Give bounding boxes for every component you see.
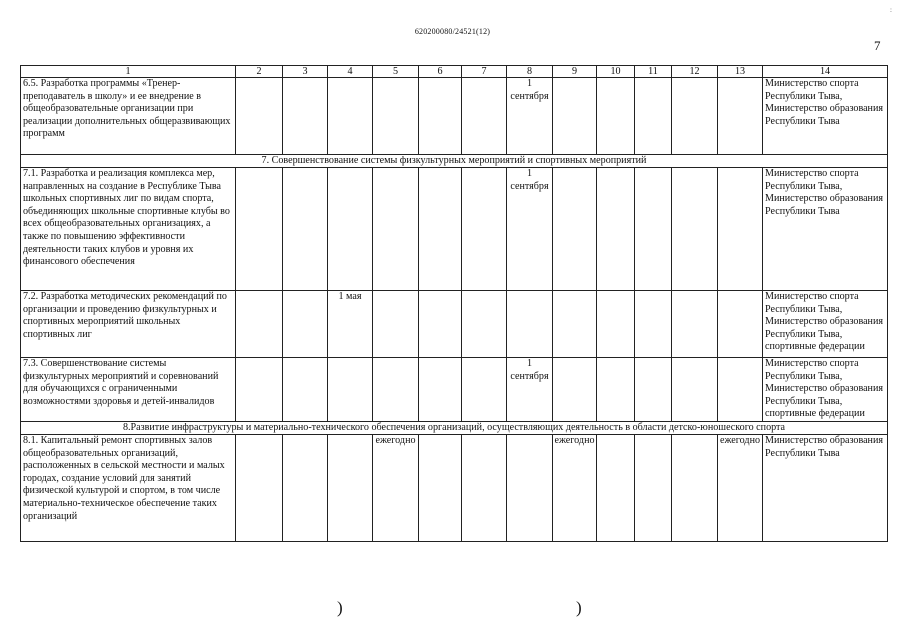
deadline-cell-col-11 bbox=[635, 358, 672, 422]
measure-description: 7.2. Разработка методических рекомендаций по организации и проведению физкультурных и спортивных мероприятий школьных спортивных лиг bbox=[21, 291, 236, 358]
plan-table-body bbox=[21, 78, 888, 542]
deadline-cell-col-6 bbox=[419, 291, 462, 358]
document-id: 620200080/24521(12) bbox=[414, 27, 491, 36]
responsible-executors: Министерство спорта Республики Тыва, Министерство образования Республики Тыва bbox=[763, 168, 888, 291]
plan-table bbox=[20, 65, 888, 542]
deadline-cell-col-5 bbox=[373, 168, 419, 291]
column-number-9: 9 bbox=[553, 66, 597, 78]
deadline-cell-col-13: ежегодно bbox=[718, 435, 763, 542]
deadline-cell-col-9 bbox=[553, 78, 597, 155]
deadline-cell-col-6 bbox=[419, 358, 462, 422]
deadline-cell-col-10 bbox=[597, 435, 635, 542]
column-number-14: 14 bbox=[763, 66, 888, 78]
deadline-cell-col-6 bbox=[419, 78, 462, 155]
deadline-cell-col-2 bbox=[236, 435, 283, 542]
deadline-cell-col-8 bbox=[507, 291, 553, 358]
scan-corner-mark: : bbox=[890, 6, 892, 14]
deadline-cell-col-5 bbox=[373, 291, 419, 358]
deadline-cell-col-7 bbox=[462, 78, 507, 155]
column-number-5: 5 bbox=[373, 66, 419, 78]
column-number-12: 12 bbox=[672, 66, 718, 78]
deadline-cell-col-4 bbox=[328, 358, 373, 422]
column-number-3: 3 bbox=[283, 66, 328, 78]
column-number-4: 4 bbox=[328, 66, 373, 78]
deadline-cell-col-8: 1 сентября bbox=[507, 78, 553, 155]
deadline-cell-col-3 bbox=[283, 291, 328, 358]
section-header-row bbox=[21, 422, 888, 435]
deadline-cell-col-12 bbox=[672, 78, 718, 155]
deadline-cell-col-10 bbox=[597, 358, 635, 422]
deadline-cell-col-11 bbox=[635, 435, 672, 542]
deadline-cell-col-6 bbox=[419, 168, 462, 291]
column-number-10: 10 bbox=[597, 66, 635, 78]
deadline-cell-col-2 bbox=[236, 168, 283, 291]
deadline-cell-col-13 bbox=[718, 291, 763, 358]
deadline-cell-col-3 bbox=[283, 78, 328, 155]
section-title: 7. Совершенствование системы физкультурных мероприятий и спортивных мероприятий bbox=[21, 155, 888, 168]
deadline-cell-col-11 bbox=[635, 78, 672, 155]
table-row bbox=[21, 435, 888, 542]
deadline-cell-col-8: 1 сентября bbox=[507, 358, 553, 422]
column-number-11: 11 bbox=[635, 66, 672, 78]
deadline-cell-col-12 bbox=[672, 358, 718, 422]
deadline-cell-col-3 bbox=[283, 358, 328, 422]
column-number-6: 6 bbox=[419, 66, 462, 78]
responsible-executors: Министерство спорта Республики Тыва, Министерство образования Республики Тыва, спортивные федерации bbox=[763, 358, 888, 422]
column-number-row bbox=[21, 66, 888, 78]
deadline-cell-col-9 bbox=[553, 291, 597, 358]
deadline-cell-col-7 bbox=[462, 435, 507, 542]
page-number: 7 bbox=[874, 38, 881, 53]
deadline-cell-col-4 bbox=[328, 78, 373, 155]
deadline-cell-col-7 bbox=[462, 291, 507, 358]
deadline-cell-col-5 bbox=[373, 78, 419, 155]
deadline-cell-col-7 bbox=[462, 168, 507, 291]
deadline-cell-col-4 bbox=[328, 435, 373, 542]
column-number-8: 8 bbox=[507, 66, 553, 78]
deadline-cell-col-4: 1 мая bbox=[328, 291, 373, 358]
scan-artifact-mark: ) bbox=[576, 598, 582, 617]
deadline-cell-col-10 bbox=[597, 168, 635, 291]
deadline-cell-col-13 bbox=[718, 358, 763, 422]
deadline-cell-col-6 bbox=[419, 435, 462, 542]
deadline-cell-col-10 bbox=[597, 291, 635, 358]
responsible-executors: Министерство образования Республики Тыва bbox=[763, 435, 888, 542]
section-header-row bbox=[21, 155, 888, 168]
measure-description: 8.1. Капитальный ремонт спортивных залов общеобразовательных организаций, расположенных в сельской местности и малых городах, создание условий для занятий физической культурой и спортом, в том числе материально-техническое обеспечение таких организаций bbox=[21, 435, 236, 542]
measure-description: 6.5. Разработка программы «Тренер-преподаватель в школу» и ее внедрение в общеобразовательные организации при реализации дополнительных общеразвивающих программ bbox=[21, 78, 236, 155]
deadline-cell-col-8 bbox=[507, 435, 553, 542]
deadline-cell-col-13 bbox=[718, 78, 763, 155]
table-row bbox=[21, 291, 888, 358]
table-row bbox=[21, 78, 888, 155]
deadline-cell-col-10 bbox=[597, 78, 635, 155]
deadline-cell-col-7 bbox=[462, 358, 507, 422]
deadline-cell-col-5 bbox=[373, 358, 419, 422]
deadline-cell-col-8: 1 сентября bbox=[507, 168, 553, 291]
deadline-cell-col-2 bbox=[236, 291, 283, 358]
table-row bbox=[21, 358, 888, 422]
responsible-executors: Министерство спорта Республики Тыва, Министерство образования Республики Тыва, спортивные федерации bbox=[763, 291, 888, 358]
deadline-cell-col-5: ежегодно bbox=[373, 435, 419, 542]
deadline-cell-col-4 bbox=[328, 168, 373, 291]
column-number-13: 13 bbox=[718, 66, 763, 78]
deadline-cell-col-11 bbox=[635, 291, 672, 358]
deadline-cell-col-9 bbox=[553, 358, 597, 422]
table-row bbox=[21, 168, 888, 291]
deadline-cell-col-2 bbox=[236, 78, 283, 155]
column-number-1: 1 bbox=[21, 66, 236, 78]
deadline-cell-col-3 bbox=[283, 168, 328, 291]
deadline-cell-col-9: ежегодно bbox=[553, 435, 597, 542]
scan-artifact-mark: ) bbox=[337, 598, 343, 617]
deadline-cell-col-13 bbox=[718, 168, 763, 291]
measure-description: 7.3. Совершенствование системы физкультурных мероприятий и соревнований для обучающихся с ограниченными возможностями здоровья и детей-инвалидов bbox=[21, 358, 236, 422]
deadline-cell-col-2 bbox=[236, 358, 283, 422]
deadline-cell-col-11 bbox=[635, 168, 672, 291]
deadline-cell-col-12 bbox=[672, 168, 718, 291]
column-number-7: 7 bbox=[462, 66, 507, 78]
deadline-cell-col-12 bbox=[672, 435, 718, 542]
column-number-2: 2 bbox=[236, 66, 283, 78]
deadline-cell-col-3 bbox=[283, 435, 328, 542]
deadline-cell-col-12 bbox=[672, 291, 718, 358]
deadline-cell-col-9 bbox=[553, 168, 597, 291]
section-title: 8.Развитие инфраструктуры и материально-технического обеспечения организаций, осуществляющих деятельность в области детско-юношеского спорта bbox=[21, 422, 888, 435]
measure-description: 7.1. Разработка и реализация комплекса мер, направленных на создание в Республике Тыва школьных спортивных лиг по видам спорта, объединяющих школьные спортивные клубы во всех общеобразовательных организациях, а также по повышению эффективности деятельности таких клубов и уровня их финансового обеспечения bbox=[21, 168, 236, 291]
responsible-executors: Министерство спорта Республики Тыва, Министерство образования Республики Тыва bbox=[763, 78, 888, 155]
